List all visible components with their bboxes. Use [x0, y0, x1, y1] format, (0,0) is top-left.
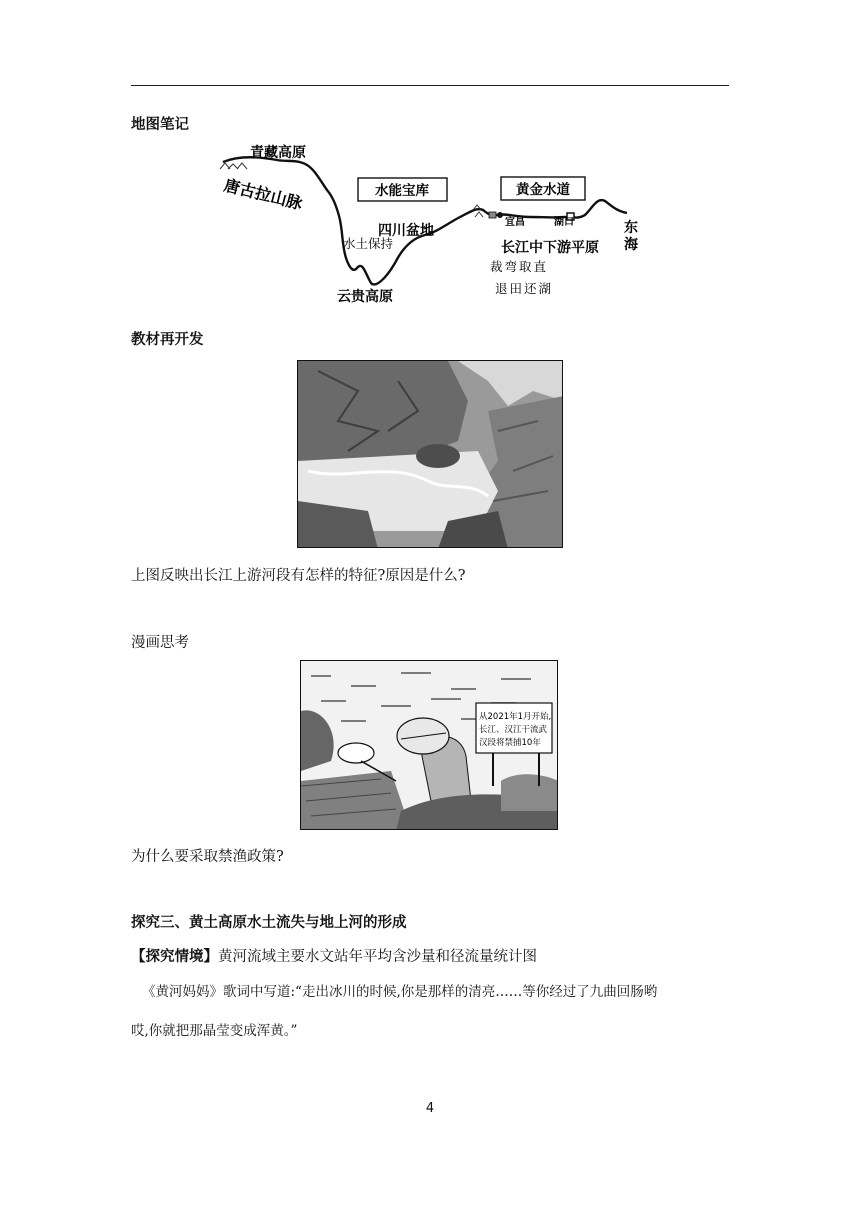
soil-conservation-label: 水土保持 — [343, 236, 394, 251]
plain-label: 长江中下游平原 — [501, 240, 599, 256]
return-lake-label: 退田还湖 — [495, 281, 554, 296]
cutoff-label: 裁弯取直 — [490, 259, 549, 274]
map-notes-heading: 地图笔记 — [131, 117, 189, 133]
textbook-heading: 教材再开发 — [131, 332, 204, 348]
cartoon-question: 为什么要采取禁渔政策? — [131, 849, 284, 865]
yichang-dot — [497, 212, 503, 218]
situation-paragraph — [131, 945, 537, 966]
situation-label: 【探究情境】 — [131, 949, 218, 965]
east-sea-label-1: 东 — [624, 220, 638, 236]
golden-waterway-label: 黄金水道 — [516, 182, 570, 198]
hukou-label: 湖口 — [554, 217, 574, 228]
yichang-label: 宜昌 — [505, 217, 525, 228]
inquiry3-heading: 探究三、黄土高原水土流失与地上河的形成 — [131, 915, 407, 931]
lyric-line-2: 哎,你就把那晶莹变成浑黄。” — [131, 1023, 298, 1039]
hydropower-label: 水能宝库 — [375, 183, 429, 199]
sichuan-basin-label: 四川盆地 — [378, 223, 434, 239]
yungui-label: 云贵高原 — [337, 289, 393, 305]
tanggula-label: 唐古拉山脉 — [222, 175, 305, 214]
gorge-photo — [297, 360, 563, 548]
dam-icon — [489, 212, 496, 218]
lyric-line-1: 《黄河妈妈》歌词中写道:“走出冰川的时候,你是那样的清亮……等你经过了九曲回肠哟 — [142, 984, 658, 1000]
situation-text: 黄河流域主要水文站年平均含沙量和径流量统计图 — [218, 949, 537, 965]
sign-line-2: 长江、汉江干流武 — [479, 725, 548, 735]
sign-line-3: 汉段将禁捕10年 — [479, 738, 541, 748]
page-number: 4 — [425, 1101, 435, 1116]
fishing-ban-cartoon — [300, 660, 558, 830]
east-sea-label-2: 海 — [624, 237, 638, 253]
header-rule — [131, 85, 729, 86]
sign-line-1: 从2021年1月开始, — [479, 712, 552, 722]
qinghai-tibet-label: 青藏高原 — [250, 145, 306, 161]
yangtze-map-diagram — [215, 135, 645, 310]
photo-question: 上图反映出长江上游河段有怎样的特征?原因是什么? — [131, 568, 466, 584]
cartoon-heading: 漫画思考 — [131, 635, 189, 651]
